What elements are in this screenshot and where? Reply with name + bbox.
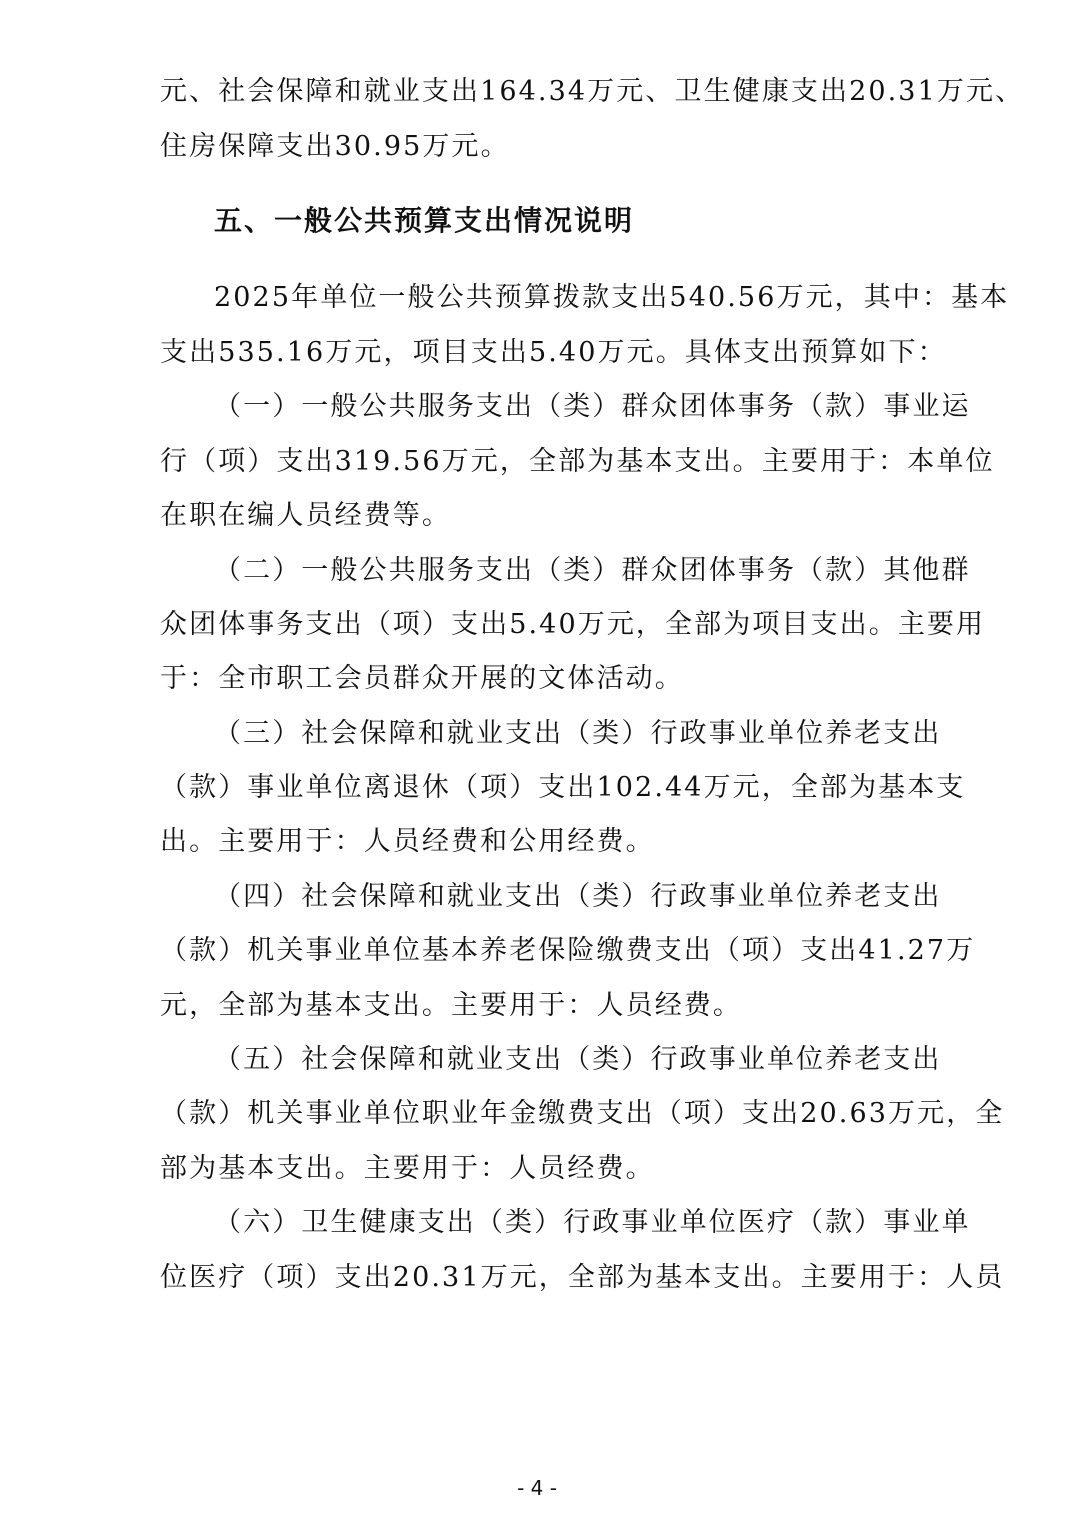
paragraph-line: 支出535.16万元，项目支出5.40万元。具体支出预算如下： [160, 337, 947, 368]
paragraph-line: 2025年单位一般公共预算拨款支出540.56万元，其中：基本 [214, 282, 1010, 313]
paragraph-line: （六）卫生健康支出（类）行政事业单位医疗（款）事业单 [214, 1207, 971, 1238]
paragraph-line: 在职在编人员经费等。 [160, 500, 451, 531]
paragraph-line: （五）社会保障和就业支出（类）行政事业单位养老支出 [214, 1044, 942, 1075]
paragraph-line: 元，全部为基本支出。主要用于：人员经费。 [160, 990, 742, 1021]
paragraph-line: 元、社会保障和就业支出164.34万元、卫生健康支出20.31万元、 [160, 76, 1025, 107]
paragraph-line: （三）社会保障和就业支出（类）行政事业单位养老支出 [214, 718, 942, 749]
paragraph-line: 众团体事务支出（项）支出5.40万元，全部为项目支出。主要用 [160, 609, 986, 640]
paragraph-line: 住房保障支出30.95万元。 [160, 131, 510, 162]
paragraph-line: （款）事业单位离退休（项）支出102.44万元，全部为基本支 [160, 772, 966, 803]
paragraph-line: 行（项）支出319.56万元，全部为基本支出。主要用于：本单位 [160, 446, 995, 477]
paragraph-line: 部为基本支出。主要用于：人员经费。 [160, 1153, 655, 1184]
paragraph-line: （款）机关事业单位基本养老保险缴费支出（项）支出41.27万 [160, 935, 976, 966]
paragraph-line: （二）一般公共服务支出（类）群众团体事务（款）其他群 [214, 555, 971, 586]
paragraph-line: 位医疗（项）支出20.31万元，全部为基本支出。主要用于：人员 [160, 1262, 1005, 1293]
paragraph-line: （一）一般公共服务支出（类）群众团体事务（款）事业运 [214, 391, 971, 422]
section-heading: 五、一般公共预算支出情况说明 [214, 204, 635, 237]
paragraph-line: （款）机关事业单位职业年金缴费支出（项）支出20.63万元，全 [160, 1098, 1005, 1129]
page-number: - 4 - [517, 1476, 557, 1500]
paragraph-line: 于：全市职工会员群众开展的文体活动。 [160, 663, 684, 694]
paragraph-line: （四）社会保障和就业支出（类）行政事业单位养老支出 [214, 881, 942, 912]
paragraph-line: 出。主要用于：人员经费和公用经费。 [160, 826, 655, 857]
